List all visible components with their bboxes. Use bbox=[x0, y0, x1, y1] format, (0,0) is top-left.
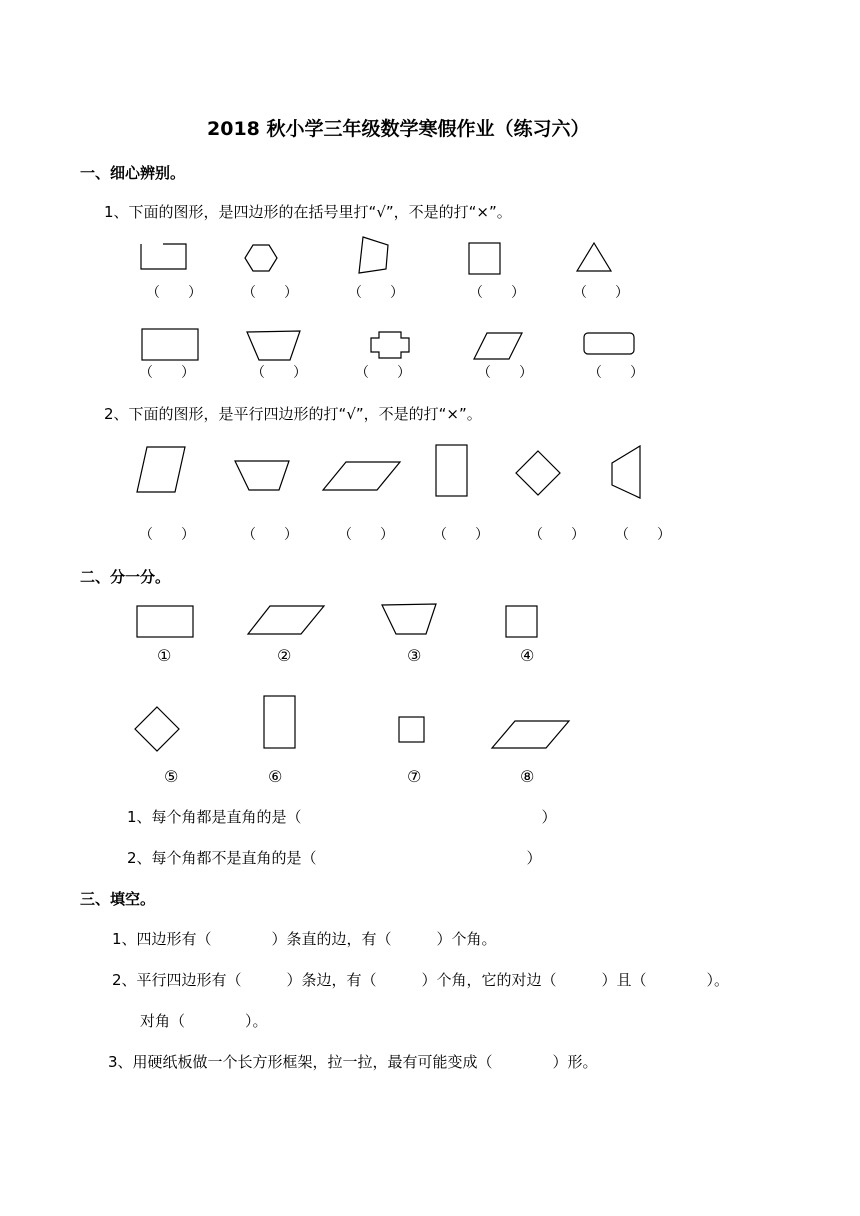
parallelogram-shape bbox=[474, 333, 522, 359]
answer-blank-1-9[interactable]: （ ） bbox=[477, 365, 533, 381]
trapezoid-shape-2 bbox=[235, 461, 289, 490]
shape-label-6: ⑥ bbox=[268, 767, 283, 786]
page-title: 2018 秋小学三年级数学寒假作业（练习六） bbox=[207, 118, 590, 140]
shape-label-1: ① bbox=[157, 646, 172, 665]
shape-label-8: ⑧ bbox=[520, 767, 535, 786]
answer-blank-1-6[interactable]: （ ） bbox=[139, 365, 195, 381]
answer-blank-1-10[interactable]: （ ） bbox=[588, 365, 644, 381]
shape-7-small-square bbox=[399, 717, 424, 742]
diamond-shape bbox=[516, 451, 560, 495]
tilted-parallelogram-shape bbox=[137, 447, 185, 492]
shape-2-parallelogram bbox=[248, 606, 324, 634]
answer-blank-1-3[interactable]: （ ） bbox=[348, 285, 404, 301]
shape-4-square bbox=[506, 606, 537, 637]
section-2-question-2[interactable]: 2、每个角都不是直角的是（ ） bbox=[127, 849, 542, 867]
trapezoid-shape bbox=[247, 331, 300, 360]
shape-3-trapezoid bbox=[382, 604, 436, 634]
shape-label-5: ⑤ bbox=[164, 767, 179, 786]
shape-1-rectangle bbox=[137, 606, 193, 637]
section-1-question-1: 1、下面的图形，是四边形的在括号里打“√”，不是的打“×”。 bbox=[104, 203, 512, 221]
section-3-question-2-continued[interactable]: 对角（ ）。 bbox=[140, 1012, 268, 1030]
section-2-question-1[interactable]: 1、每个角都是直角的是（ ） bbox=[127, 808, 557, 826]
answer-blank-1-5[interactable]: （ ） bbox=[573, 285, 629, 301]
right-trapezoid-shape bbox=[612, 446, 640, 498]
section-3-question-1[interactable]: 1、四边形有（ ）条直的边，有（ ）个角。 bbox=[112, 930, 497, 948]
cross-shape bbox=[371, 332, 409, 358]
answer-blank-1-1[interactable]: （ ） bbox=[146, 285, 202, 301]
irregular-quadrilateral-shape bbox=[359, 237, 388, 273]
answer-blank-2-5[interactable]: （ ） bbox=[529, 527, 585, 543]
answer-blank-2-3[interactable]: （ ） bbox=[338, 527, 394, 543]
wide-parallelogram-shape bbox=[323, 462, 400, 490]
section-3-question-3[interactable]: 3、用硬纸板做一个长方形框架，拉一拉，最有可能变成（ ）形。 bbox=[108, 1053, 598, 1071]
answer-blank-2-4[interactable]: （ ） bbox=[433, 527, 489, 543]
section-1-question-2: 2、下面的图形，是平行四边形的打“√”，不是的打“×”。 bbox=[104, 405, 482, 423]
rounded-rectangle-shape bbox=[584, 333, 634, 354]
shape-8-parallelogram bbox=[492, 721, 569, 748]
shape-label-3: ③ bbox=[407, 646, 422, 665]
answer-blank-2-6[interactable]: （ ） bbox=[615, 527, 671, 543]
answer-blank-2-1[interactable]: （ ） bbox=[139, 527, 195, 543]
section-1-heading: 一、细心辨别。 bbox=[80, 164, 186, 182]
shape-label-4: ④ bbox=[520, 646, 535, 665]
rectangle-shape bbox=[142, 329, 198, 360]
shape-5-diamond bbox=[135, 707, 179, 751]
shape-6-tall-rectangle bbox=[264, 696, 295, 748]
answer-blank-1-8[interactable]: （ ） bbox=[355, 365, 411, 381]
section-3-question-2[interactable]: 2、平行四边形有（ ）条边，有（ ）个角，它的对边（ ）且（ ）。 bbox=[112, 971, 730, 989]
answer-blank-1-4[interactable]: （ ） bbox=[469, 285, 525, 301]
triangle-shape bbox=[577, 243, 611, 271]
hexagon-shape bbox=[245, 245, 277, 271]
shape-label-2: ② bbox=[277, 646, 292, 665]
answer-blank-1-7[interactable]: （ ） bbox=[251, 365, 307, 381]
tall-rectangle-shape bbox=[436, 445, 467, 496]
open-rectangle-shape bbox=[141, 244, 186, 269]
answer-blank-1-2[interactable]: （ ） bbox=[242, 285, 298, 301]
shape-label-7: ⑦ bbox=[407, 767, 422, 786]
section-2-heading: 二、分一分。 bbox=[80, 568, 171, 586]
answer-blank-2-2[interactable]: （ ） bbox=[242, 527, 298, 543]
section-3-heading: 三、填空。 bbox=[80, 890, 156, 908]
square-shape bbox=[469, 243, 500, 274]
